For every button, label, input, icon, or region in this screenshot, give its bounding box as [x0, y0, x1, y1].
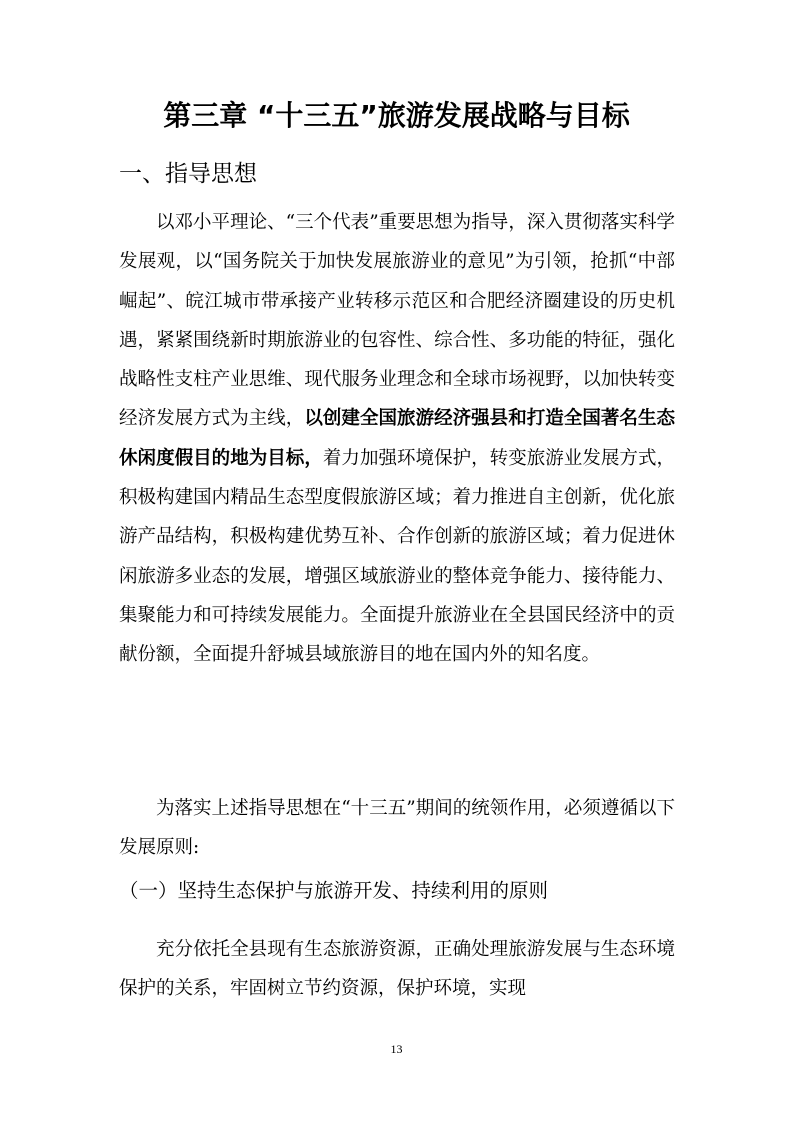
chapter-title: 第三章 “十三五”旅游发展战略与目标 — [163, 99, 630, 132]
paragraph-guiding-ideology — [119, 203, 675, 675]
page-number: 13 — [390, 1042, 403, 1056]
paragraph-text: 以邓小平理论、“三个代表”重要思想为指导，深入贯彻落实科学发展观，以“国务院关于加快发展旅游业的意见”为引领，抢抓“中部崛起”、皖江城市带承接产业转移示范区和合肥经济圈建设的历史机遇，紧紧围绕新时期旅游业的包容性、综合性、多功能的特征，强化战略性支柱产业思维、现代服务业理念和全球市场视野，以加快转变经济发展方式为主线， — [119, 212, 675, 430]
paragraph-principle-one: 充分依托全县现有生态旅游资源，正确处理旅游发展与生态环境保护的关系，牢固树立节约资源，保护环境，实现 — [119, 939, 675, 1000]
paragraph-text: 着力加强环境保护，转变旅游业发展方式，积极构建国内精品生态型度假旅游区域；着力推进自主创新，优化旅游产品结构，积极构建优势互补、合作创新的旅游区域；着力促进休闲旅游多业态的发展，增强区域旅游业的整体竞争能力、接待能力、集聚能力和可持续发展能力。全面提升旅游业在全县国民经济中的贡献份额，全面提升舒城县域旅游目的地在国内外的知名度。 — [119, 447, 675, 666]
section-heading: 一、指导思想 — [119, 161, 257, 187]
paragraph-principles-intro: 为落实上述指导思想在“十三五”期间的统领作用，必须遵循以下发展原则: — [119, 798, 675, 859]
sub-heading: （一）坚持生态保护与旅游开发、持续利用的原则 — [119, 879, 549, 902]
paragraph-bold-goal: 以创建全国旅游经济强县和打造全国著名生态休闲度假目的地为目标， — [119, 408, 675, 469]
